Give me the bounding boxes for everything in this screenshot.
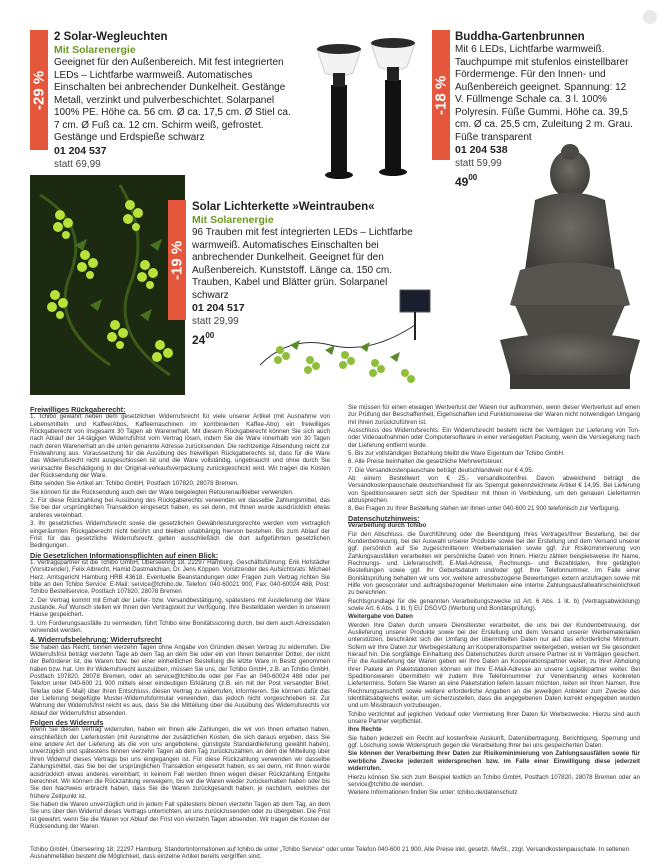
product-subtitle: Mit Solarenergie	[54, 44, 136, 56]
product-title: Solar Lichterkette »Weintrauben«	[192, 201, 375, 213]
product-lamps	[54, 30, 299, 192]
product-subtitle: Mit Solarenergie	[192, 214, 274, 226]
article-number: 01 204 538	[455, 144, 508, 156]
old-price: statt 29,99	[192, 316, 239, 327]
grape-lights-photo	[30, 175, 185, 395]
grape-chain-image	[250, 285, 450, 395]
return-policy-heading: Freiwilliges Rückgaberecht:	[30, 405, 126, 414]
product-description: 96 Trauben mit fest integrierten LEDs – Lichtfarbe warmweiß. Automatisches Einschalten bei anbrechender Dunkelheit. Geeignet für den Außenbereich. Kunststoff. Länge ca. 150 cm. Trauben, Kabel und Blätter grün. Solarpanel schwarz	[192, 227, 413, 301]
solar-lamps-image	[305, 35, 430, 180]
product-title: 2 Solar-Wegleuchten	[54, 31, 168, 43]
article-number: 01 204 537	[54, 144, 107, 157]
legal-info-heading: Die Gesetzlichen Informationspflichten auf einen Blick:	[30, 550, 219, 560]
privacy-heading: Datenschutzhinweis:	[348, 513, 420, 523]
product-description: Mit 6 LEDs, Lichtfarbe warmweiß. Tauchpumpe mit stufenlos einstellbarer Fördermenge. Für den Innen- und Außenbereich geeignet. Spannung: 12 V. Füllmenge Schale ca. 3 l. 100% Polyresin. Füße Gummi. Höhe ca. 39,5 cm. Ø ca. 25,5 cm, Zuleitung 2 m. Grau. Füße transparent	[455, 44, 633, 143]
article-number: 01 204 517	[192, 302, 245, 314]
buddha-fountain-image	[480, 140, 655, 395]
legal-right-column: Sie müssen für einen etwaigen Wertverlust der Waren nur aufkommen, wenn dieser Wertverlust auf einen zur Prüfung der Beschaffenheit, Eigenschaften und Funktionsweise der Waren nicht notwendigen Umgang mit ihnen zurückzuführen ist. Ausschluss des Widerrufsrechts: Ein Widerrufsrecht besteht nicht bei Verträgen zur Lieferung von Ton- oder Videoaufnahmen oder Computersoftware in einer versiegelten Packung, wenn die Versiegelung nach der Lieferung entfernt wurde. 5. Bis zur vollständigen Bezahlung bleibt die Ware Eigentum der Tchibo GmbH. 6. Alle Preise beinhalten die gesetzliche Mehrwertsteuer. 7. Die Versandkostenpauschale beträgt deutschlandweit nur € 4,95. Ab einem Bestellwert von € 25,- versandkostenfrei. Davon abweichend beträgt die Versandkostenpauschale deutschlandweit für als Sperrgut gekennzeichnete Artikel € 14,95. Bei Lieferung von Speditionswaren setzt sich der Spediteur mit Ihnen in Verbindung, um den genauen Liefertermin abzusprechen. 8. Bei Fragen zu Ihrer Bestellung stehen wir Ihnen unter 040-600 21 900 telefonisch zur Verfügung. Datenschutzhinweis: Verarbeitung durch Tchibo Für den Abschluss, die Durchführung oder die Beendigung Ihres Vertrages/Ihrer Bestellung, bei der Kundenbetreuung, bei der Auswahl unserer Produkte sowie bei der Erstellung und dem Versand unserer ggf. persönlich auf Sie zugeschnittenen Werbematerialien sowie ggf. zur Risikominimierung von Zahlungsausfällen verarbeiten wir persönliche Daten von Ihnen. Hierzu zählen beispielsweise Ihr Name, Rechnungs- und Lieferanschrift, E-Mail-Adresse, Rechnungs- und Bezahldaten, Ihre getätigten Bestellungen sowie ggf. Ihr Geburtsdatum und/oder ggf. Ihre Telefonnummer. Im Falle einer Bonitätsprüfung behalten wir uns vor, weitere adressbezogene Bewertungen extern anzufragen sowie mit Hilfe von geoscoraler und auftragsbezogener Merkmalen eine interne Zahlungsausfallwahrscheinlichkeit zu berechnen. Rechtsgrundlage für die genannten Verarbeitungszwecke ist Art. 6 Abs. 1 lit. b) (Vertragsabwicklung) sowie Art. 6 Abs. 1 lit. f) EU DSGVO (Werbung und Bonitätsprüfung). Weitergabe von Daten Werden Ihre Daten durch unsere Dienstleister verarbeitet, die uns bei der Kundenbetreuung, der Auslieferung unserer Produkte sowie bei der Erstellung und dem Versand unserer Werbematerialien unterstützen, beschränkt sich der Umfang der übermittelten Daten nur auf das erforderliche Minimum. Sofern wir Ihre Daten zur Werbegestaltung an Kooperationspartner weitergeben, weisen wir Sie gesondert hierauf hin. Die sorgfältige Einhaltung des Datenschutzes durch unsere Partner ist in Verträgen gesichert. Für die Auslieferung der Waren geben wir Ihre Daten an Kooperationspartner weiter; zu Ihrer Abholung Ihrer Pakete an Paketstationen können wir Ihre E-Mail-Adresse an unsere Logistikpartner weiter. Bei Speditionswaren übermitteln wir zudem Ihre Telefonnummer zur Vereinbarung eines konkreten Liefertermins. Sofern Sie Waren an eine Paketstation liefern lassen möchten, leiten wir Ihren Namen, Ihre Rechnungsanschrift sowie weitere erforderliche Angaben an die jeweiligen Anbieter zum Zwecke des Identitätsabgleichs weiter, um sicherzustellen, dass die angegebenen Daten korrekt eingegeben wurden und um Missbrauch vorzubeugen. Tchibo verzichtet auf jeglichen Verkauf oder Vermietung Ihrer Daten für Werbezwecke. Hierzu sind auch unsere Partner verpflichtet. Ihre Rechte Sie haben jederzeit ein Recht auf kostenfreie Auskunft, Datenübertragung, Berichtigung, Sperrung und ggf. Löschung sowie Widerspruch gegen die Verarbeitung Ihrer bei uns gespeicherten Daten. Sie können der Verarbeitung Ihrer Daten zur Risikominimierung von Zahlungsausfällen sowie für werbliche Zwecke jederzeit widersprechen bzw. im Falle einer Einwilligung diese jederzeit widerrufen. Hierzu können Sie sich zum Beispiel textlich an Tchibo GmbH, Postfach 107820, 28078 Bremen oder an service@tchibo.de wenden. Weitere Informationen finden Sie unter: tchibo.de/datenschutz	[348, 404, 640, 797]
consequences-heading: Folgen des Widerrufs	[30, 718, 104, 728]
brand-logo-icon	[643, 10, 657, 24]
old-price: statt 69,99	[54, 158, 101, 170]
price: $24^{00}$	[192, 331, 215, 347]
discount-badge-lamps: -29 %	[30, 30, 48, 150]
withdrawal-heading: 4. Widerrufsbelehrung: Widerrufsrecht	[30, 635, 162, 645]
footer-note: Tchibo GmbH, Überseering 18, 22297 Hamburg. Standortinformationen auf tchibo.de unter „Tchibo Service“ oder unter Telefon 040-600 21 900. Alle Preise inkl. gesetzl. MwSt., zzgl. Versandkostenpauschale. In seltenen Ausnahmefällen besteht die Möglichkeit, dass einzelne Artikel bereits vergriffen sind.	[30, 846, 630, 861]
discount-badge-buddha: -18 %	[432, 30, 450, 160]
old-price: statt 59,99	[455, 158, 502, 169]
discount-badge-chain: -19 %	[168, 200, 186, 320]
product-title: Buddha-Gartenbrunnen	[455, 31, 585, 43]
price: $49^{00}$	[455, 173, 478, 189]
product-description: Geeignet für den Außenbereich. Mit fest integrierten LEDs – Lichtfarbe warmweiß. Automatisches Einschalten bei anbrechender Dunkelheit. Gestänge Metall, verzinkt und pulverbeschichtet. Solarpanel 100% PE. Höhe ca. 56 cm. Ø ca. 17,5 cm. Ø Stiel ca. 7 cm. Ø Fuß ca. 12 cm. Schirm weiß, gefrostet. Gestänge und Erdspieße schwarz	[54, 57, 291, 143]
legal-left-column: Freiwilliges Rückgaberecht: 1. Tchibo gewährt neben dem gesetzlichen Widerrufsrecht für viele unserer Artikel (mit Ausnahme von Lebensmitteln und Kaffee/Abos, Kaffeemaschinen im kombinierten Kaffee-Abo) ein freiwilliges Rückgaberecht von insgesamt 30 Tagen ab Warenerhalt. Mit diesem Rückgaberecht können Sie sich auch nach Ablauf der 14-tägigen Widerrufsfrist vom Vertrag lösen, indem Sie die Ware innerhalb von 30 Tagen nach deren Warenerhalt an die unten genannte Adresse zurücksenden. Die rechtzeitige Absendung reicht zur Fristwahrung aus. Voraussetzung für die Ausübung des freiwilligen Rückgaberechts ist, dass für die Ware das Widerrufsrecht nicht ausgeschlossen ist und die Ware vollständig, ungebraucht und ohne durch Sie verursachte Beschädigung in der Original-verkaufsverpackung zurückgeschickt wird. Wir tragen die Kosten der Rücksendung der Ware. Bitte senden Sie Artikel an: Tchibo GmbH, Postfach 107820, 28078 Bremen. Sie können für die Rücksendung auch den der Ware beigelegten Retourenaufkleber verwenden. 2. Für diese Rückzahlung bei Ausübung des Rückgaberechts verwenden wir dasselbe Zahlungsmittel, das Sie bei der ursprünglichen Transaktion eingesetzt haben, es sei denn, mit Ihnen wurde ausdrücklich etwas anderes vereinbart. 3. Ihr gesetzliches Widerrufsrecht sowie die gesetzlichen Gewährleistungsrechte werden vom vertraglich eingeräumten Rückgaberecht nicht berührt und bleiben unabhängig hiervon bestehen. Bis zum Ablauf der Frist für das gesetzliche Widerrufsrecht gelten ausschließlich die dort aufgeführten gesetzlichen Bedingungen. Die Gesetzlichen Informationspflichten auf einen Blick: 1. Vertragspartner ist die Tchibo GmbH, Überseering 18, 22297 Hamburg. Geschäftsführung: Erik Hofstädter (Vorsitzender), Felix Albrecht, Hamid Dastmalchian, Dr. Jens Köppen. Vorsitzender des Aufsichtsrats: Michael Herz. Amtsgericht Hamburg HRB 43618. Eventuelle Beanstandungen oder Fragen zum Vertrag richten Sie bitte an den Tchibo Service: E-Mail: service@tchibo.de, Telefon: 040-60021 900, Fax: 040-60024 488, Post: Tchibo Bestellservice, Postfach 107820, 28078 Bremen 2. Der Vertrag kommt mit Erhalt der Liefer- bzw. Versandbestätigung, spätestens mit Auslieferung der Ware zustande. Auf Wunsch stellen wir Ihnen den Vertragstext zur Verfügung. Ihre Bestelldaten werden in unserem Hause gespeichert. 3. Um Forderungsausfälle zu vermeiden, führt Tchibo eine Bonitätsscoring durch, bei dem auch Adressdaten verwendet werden. 4. Widerrufsbelehrung: Widerrufsrecht Sie haben das Recht, binnen vierzehn Tagen ohne Angabe von Gründen diesen Vertrag zu widerrufen. Die Widerrufsfrist beträgt vierzehn Tage ab dem Tag an dem Sie oder ein von Ihnen benannter Dritter, der nicht der Beförderer ist, die Waren bzw. bei einer einheitlichen Bestellung die letzte Ware in Besitz genommen haben bzw. hat. Um Ihr Widerrufsrecht auszuüben, müssen Sie uns, der Tchibo GmbH, z.B. an Tchibo GmbH, Postfach 107820, 28078 Bremen, oder an service@tchibo.de oder per Fax an 040-60024 488 oder per Telefon unter 040-600 21 900 mittels einer eindeutigen Erklärung (z.B. ein mit der Post versandter Brief, Telefax oder E-Mail) über Ihren Entschluss, diesen Vertrag zu widerrufen, informieren. Sie können dafür das der Lieferung beigefügte Muster-Widerrufsformular verwenden, das jedoch nicht vorgeschrieben ist. Zur Wahrung der Widerrufsfrist reicht es aus, dass Sie die Mitteilung über die Ausübung des Widerrufsrechts vor Ablauf der Widerrufsfrist absenden. Folgen des Widerrufs Wenn Sie diesen Vertrag widerrufen, haben wir Ihnen alle Zahlungen, die wir von Ihnen erhalten haben, einschließlich der Lieferkosten (mit Ausnahme der zusätzlichen Kosten, die sich daraus ergeben, dass Sie eine andere Art der Lieferung als die von uns angebotene, günstigste Standardlieferung gewählt haben), unverzüglich und spätestens binnen vierzehn Tagen ab dem Tag zurückzuzahlen, an dem die Mitteilung über Ihren Widerruf dieses Vertrags bei uns eingegangen ist. Für diese Rückzahlung verwenden wir dasselbe Zahlungsmittel, das Sie bei der ursprünglichen Transaktion eingesetzt haben, es sei denn, mit Ihnen wurde ausdrücklich etwas anderes vereinbart; in keinem Fall werden Ihnen wegen dieser Rückzahlung Entgelte berechnet. Wir können die Rückzahlung verweigern, bis wir die Waren wieder zurückerhalten haben oder bis Sie den Nachweis erbracht haben, dass Sie die Waren zurückgesandt haben, je nachdem, welches der frühere Zeitpunkt ist. Sie haben die Waren unverzüglich und in jedem Fall spätestens binnen vierzehn Tagen ab dem Tag, an dem Sie uns über den Widerruf dieses Vertrags unterrichten, an uns zurückzusenden oder zu übergeben. Die Frist ist gewahrt, wenn Sie die Waren vor Ablauf der Frist von vierzehn Tagen absenden. Wir tragen die Kosten der Rücksendung der Waren.	[30, 405, 331, 830]
